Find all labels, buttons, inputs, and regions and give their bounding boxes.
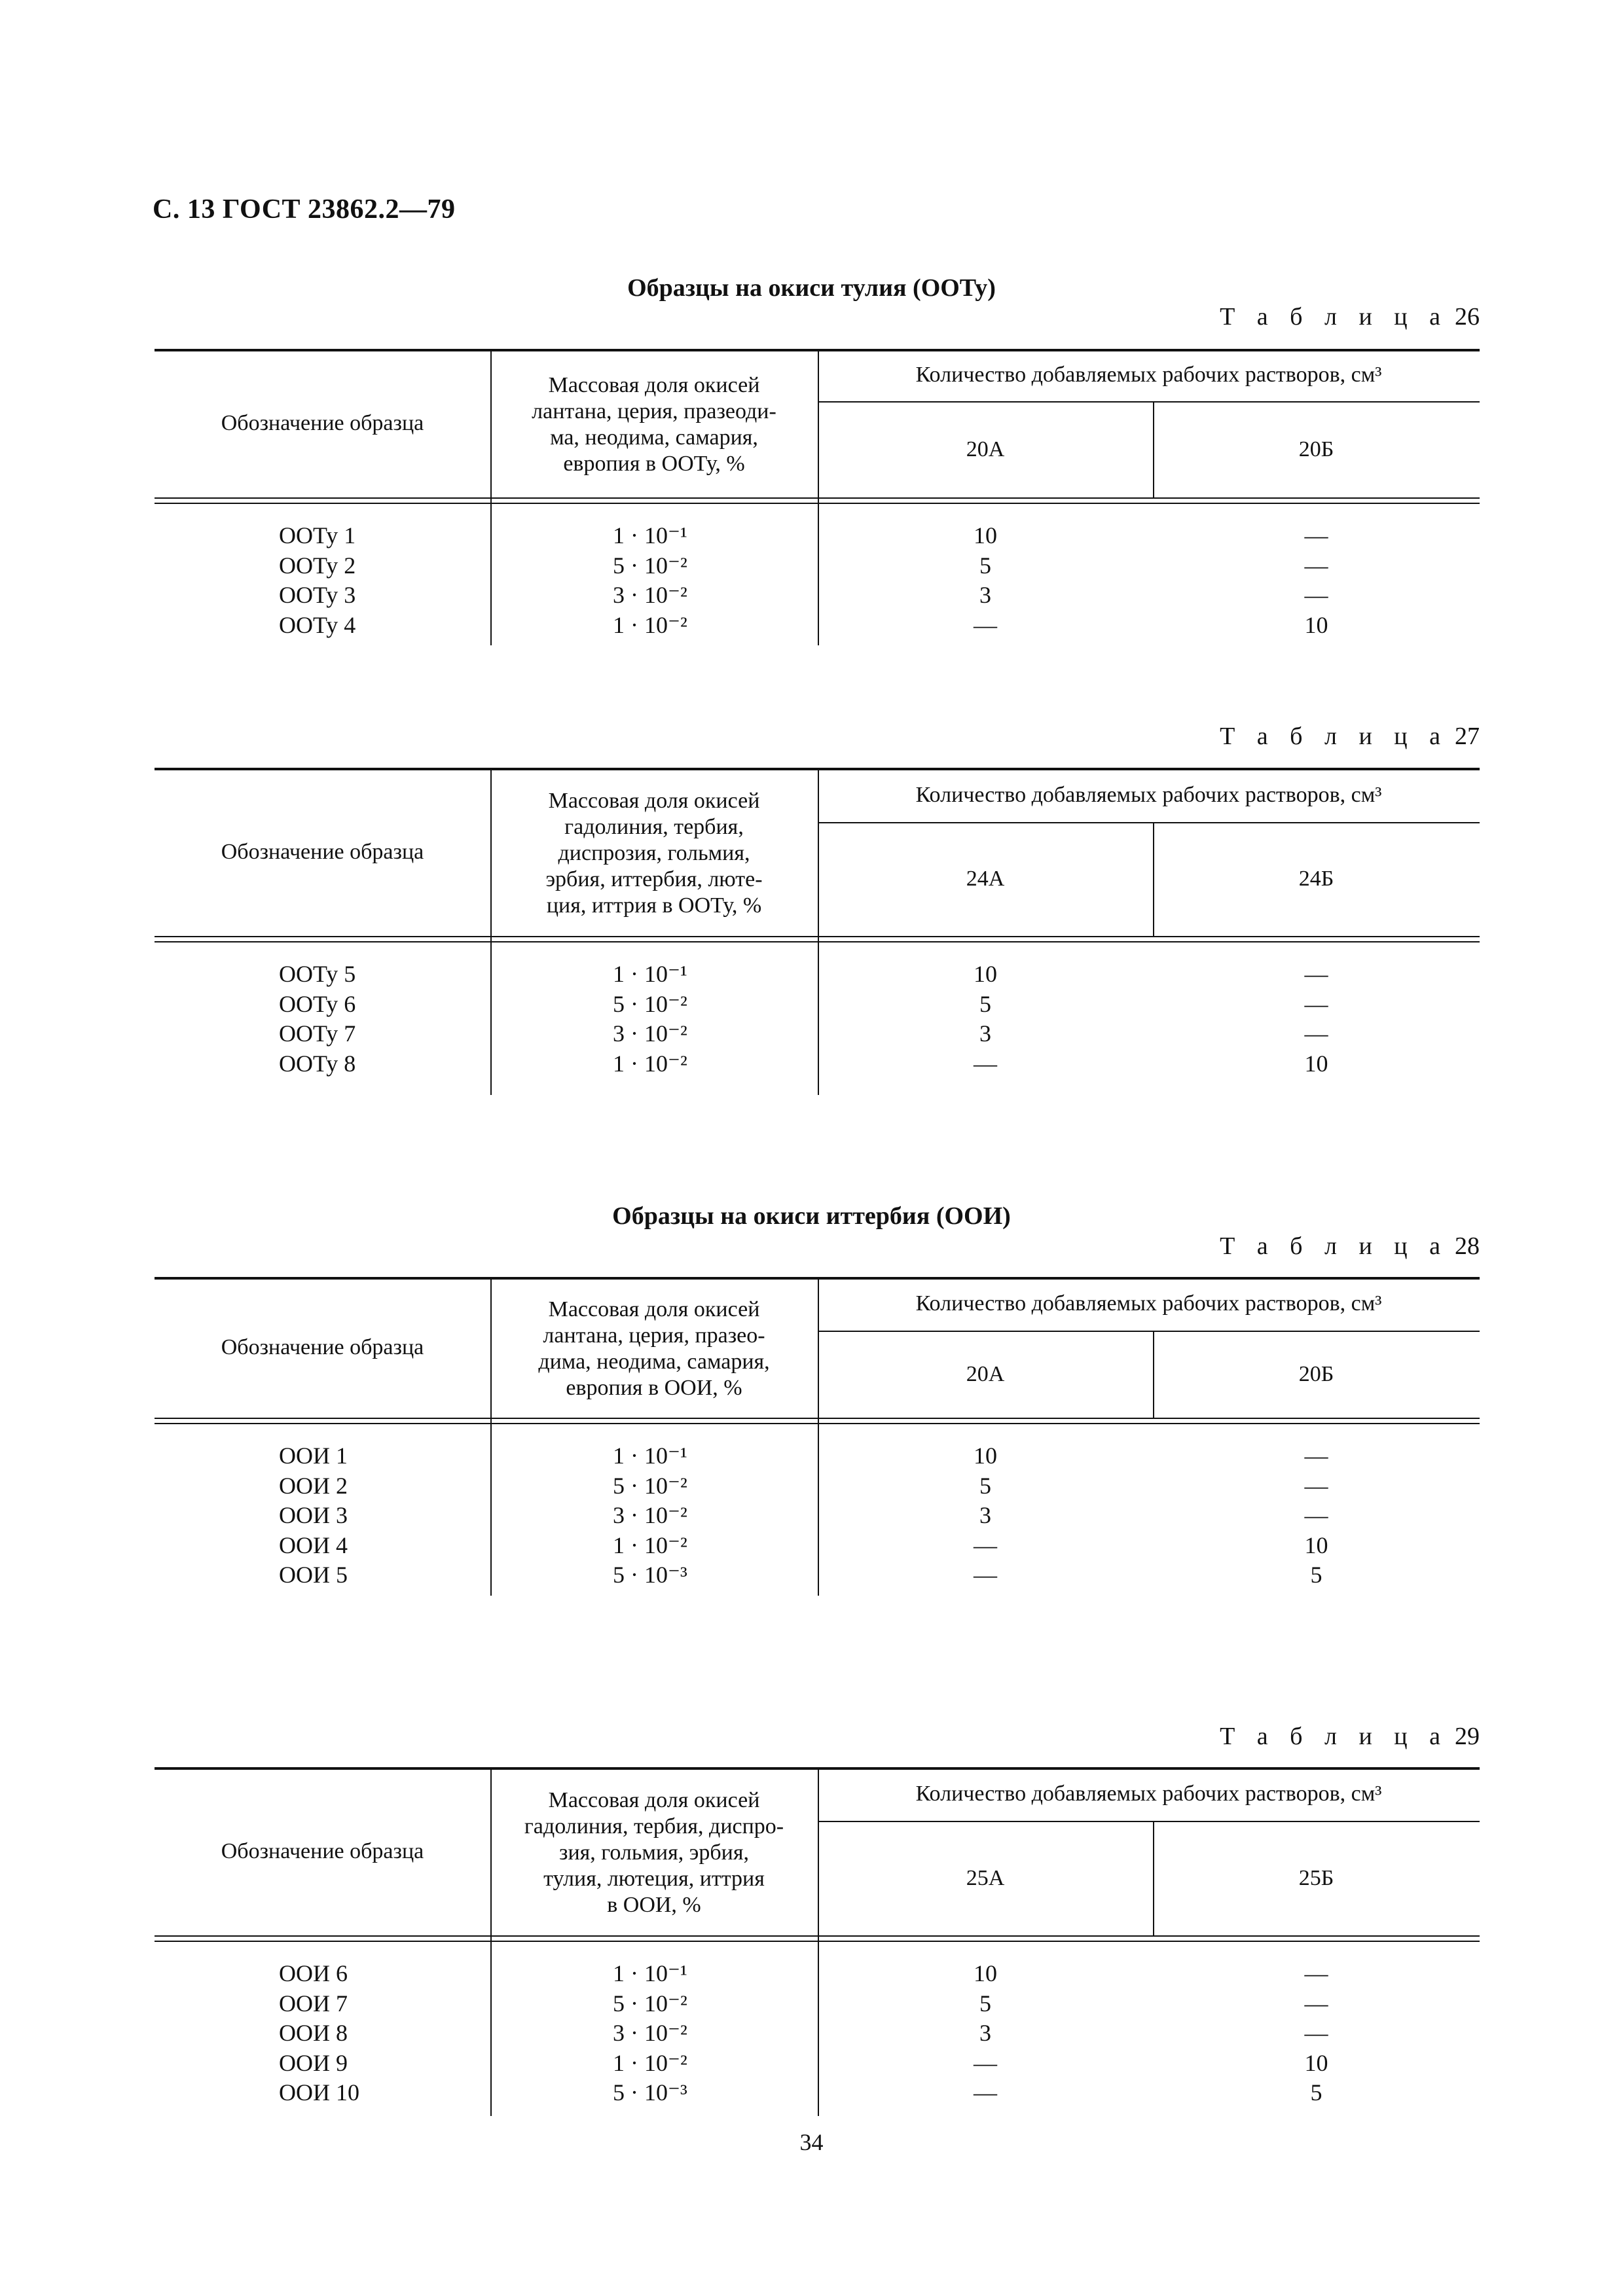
header-bottom-rule bbox=[155, 1935, 1480, 1942]
header-working-solutions: Количество добавляемых рабочих растворов, см³ bbox=[915, 1782, 1382, 1806]
mass-fraction-cell: 1 · 10⁻¹ bbox=[613, 1443, 687, 1469]
mass-fraction-cell: 5 · 10⁻² bbox=[613, 1472, 687, 1499]
header-mass-line: ция, иттрия в ООТу, % bbox=[546, 893, 762, 918]
subheader-rule bbox=[818, 1331, 1480, 1332]
sample-designation-cell: ООТу 5 bbox=[279, 961, 356, 987]
solution-b-volume-cell: — bbox=[1304, 522, 1328, 548]
header-mass-line: европия в ООИ, % bbox=[566, 1375, 742, 1400]
table-word: Т а б л и ц а bbox=[1220, 303, 1448, 331]
mass-fraction-cell: 5 · 10⁻² bbox=[613, 552, 687, 579]
solution-b-volume-column bbox=[1153, 1959, 1480, 2108]
subheader-rule bbox=[818, 822, 1480, 823]
header-mass-line: диспрозия, гольмия, bbox=[558, 840, 750, 865]
subheader-solution-b: 20Б bbox=[1298, 1361, 1334, 1386]
header-bottom-rule bbox=[155, 497, 1480, 504]
solution-a-volume-cell: 5 bbox=[979, 1990, 991, 2017]
solution-b-volume-column bbox=[1153, 960, 1480, 1079]
solution-b-volume-cell: 10 bbox=[1304, 611, 1328, 638]
header-bottom-rule bbox=[155, 1418, 1480, 1424]
header-sample-designation: Обозначение образца bbox=[221, 1839, 424, 1863]
solution-b-volume-cell: — bbox=[1304, 961, 1328, 987]
solution-a-volume-cell: 5 bbox=[979, 990, 991, 1017]
header-mass-line: ма, неодима, самария, bbox=[550, 425, 758, 450]
solution-b-volume-cell: — bbox=[1304, 1443, 1328, 1469]
subheader-solution-a: 20А bbox=[966, 1361, 1005, 1386]
mass-fraction-cell: 1 · 10⁻¹ bbox=[613, 522, 687, 548]
solution-b-volume-column bbox=[1153, 1441, 1480, 1590]
mass-fraction-cell: 1 · 10⁻² bbox=[613, 611, 687, 638]
solution-a-volume-column bbox=[818, 1959, 1153, 2108]
header-mass-line: гадолиния, тербия, bbox=[564, 814, 744, 839]
mass-fraction-cell: 1 · 10⁻² bbox=[613, 1532, 687, 1558]
table-top-rule bbox=[155, 1277, 1480, 1280]
subheader-solution-a: 20А bbox=[966, 437, 1005, 461]
sample-designation-cell: ООИ 6 bbox=[279, 1960, 348, 1986]
table-caption bbox=[1220, 1232, 1480, 1261]
header-mass-line: Массовая доля окисей bbox=[548, 372, 760, 397]
sample-designation-column bbox=[279, 521, 356, 640]
header-sample-designation: Обозначение образца bbox=[221, 1335, 424, 1359]
data-table bbox=[155, 1277, 1480, 1596]
mass-fraction-cell: 1 · 10⁻² bbox=[613, 1050, 687, 1077]
table-top-rule bbox=[155, 768, 1480, 770]
header-mass-line: лантана, церия, празео- bbox=[543, 1323, 765, 1348]
mass-fraction-column bbox=[613, 1441, 687, 1590]
solution-a-volume-cell: 3 bbox=[979, 1020, 991, 1047]
solution-b-volume-cell: — bbox=[1304, 990, 1328, 1017]
header-mass-line: Массовая доля окисей bbox=[548, 1297, 760, 1321]
header-mass-fraction bbox=[490, 788, 818, 919]
solution-a-volume-column bbox=[818, 521, 1153, 640]
header-mass-line: зия, гольмия, эрбия, bbox=[559, 1840, 749, 1865]
table-caption bbox=[1220, 302, 1480, 331]
sample-designation-cell: ООИ 8 bbox=[279, 2020, 348, 2046]
solution-a-volume-cell: — bbox=[974, 611, 997, 638]
solution-b-volume-cell: 5 bbox=[1310, 2079, 1322, 2106]
mass-fraction-cell: 3 · 10⁻² bbox=[613, 1502, 687, 1528]
subheader-solution-b: 20Б bbox=[1298, 437, 1334, 461]
header-mass-line: дима, неодима, самария, bbox=[538, 1349, 770, 1374]
solution-a-volume-column bbox=[818, 960, 1153, 1079]
sample-designation-cell: ООИ 3 bbox=[279, 1502, 348, 1528]
header-mass-line: лантана, церия, празеоди- bbox=[532, 399, 776, 423]
solution-b-volume-cell: — bbox=[1304, 1502, 1328, 1528]
sample-designation-column bbox=[279, 960, 356, 1079]
subheader-rule bbox=[818, 1821, 1480, 1822]
solution-b-volume-cell: 5 bbox=[1310, 1562, 1322, 1588]
solution-b-volume-cell: — bbox=[1304, 1990, 1328, 2017]
page-header: С. 13 ГОСТ 23862.2—79 bbox=[153, 194, 456, 224]
solution-a-volume-cell: 10 bbox=[974, 1960, 997, 1986]
header-mass-line: в ООИ, % bbox=[607, 1892, 701, 1917]
sample-designation-cell: ООИ 4 bbox=[279, 1532, 348, 1558]
table-number: 28 bbox=[1455, 1232, 1480, 1260]
solution-a-volume-cell: — bbox=[974, 2049, 997, 2076]
solution-b-volume-cell: — bbox=[1304, 2020, 1328, 2046]
header-mass-fraction bbox=[490, 1297, 818, 1401]
header-sample-designation: Обозначение образца bbox=[221, 410, 424, 435]
section-title-thulium: Образцы на окиси тулия (ООТу) bbox=[627, 274, 996, 302]
mass-fraction-cell: 5 · 10⁻³ bbox=[613, 1562, 687, 1588]
sample-designation-cell: ООТу 1 bbox=[279, 522, 356, 548]
mass-fraction-cell: 1 · 10⁻¹ bbox=[613, 1960, 687, 1986]
solution-a-volume-cell: 10 bbox=[974, 522, 997, 548]
solution-a-volume-cell: 3 bbox=[979, 1502, 991, 1528]
data-table bbox=[155, 1767, 1480, 2116]
mass-fraction-column bbox=[613, 1959, 687, 2108]
sample-designation-cell: ООТу 8 bbox=[279, 1050, 356, 1077]
sample-designation-cell: ООИ 10 bbox=[279, 2079, 359, 2106]
solution-b-volume-cell: — bbox=[1304, 1020, 1328, 1047]
sample-designation-cell: ООТу 4 bbox=[279, 611, 356, 638]
solution-a-volume-cell: 5 bbox=[979, 552, 991, 579]
header-mass-line: Массовая доля окисей bbox=[548, 1787, 760, 1812]
solution-a-volume-cell: 3 bbox=[979, 582, 991, 608]
mass-fraction-cell: 3 · 10⁻² bbox=[613, 582, 687, 608]
table-word: Т а б л и ц а bbox=[1220, 723, 1448, 750]
mass-fraction-column bbox=[613, 521, 687, 640]
mass-fraction-cell: 1 · 10⁻² bbox=[613, 2049, 687, 2076]
solution-a-volume-column bbox=[818, 1441, 1153, 1590]
solution-a-volume-cell: 10 bbox=[974, 961, 997, 987]
table-number: 29 bbox=[1455, 1723, 1480, 1750]
header-mass-line: тулия, лютеция, иттрия bbox=[543, 1866, 765, 1891]
header-working-solutions: Количество добавляемых рабочих растворов, см³ bbox=[915, 1291, 1382, 1316]
solution-b-volume-cell: 10 bbox=[1304, 1050, 1328, 1077]
solution-b-volume-cell: — bbox=[1304, 1472, 1328, 1499]
mass-fraction-cell: 5 · 10⁻² bbox=[613, 990, 687, 1017]
mass-fraction-cell: 3 · 10⁻² bbox=[613, 2020, 687, 2046]
sample-designation-cell: ООТу 3 bbox=[279, 582, 356, 608]
data-table bbox=[155, 768, 1480, 1095]
data-table bbox=[155, 349, 1480, 645]
header-working-solutions: Количество добавляемых рабочих растворов, см³ bbox=[915, 782, 1382, 807]
sample-designation-cell: ООИ 2 bbox=[279, 1472, 348, 1499]
mass-fraction-cell: 5 · 10⁻² bbox=[613, 1990, 687, 2017]
solution-a-volume-cell: 10 bbox=[974, 1443, 997, 1469]
solution-a-volume-cell: — bbox=[974, 2079, 997, 2106]
header-mass-line: гадолиния, тербия, диспро- bbox=[524, 1814, 784, 1839]
page-number: 34 bbox=[799, 2129, 824, 2155]
solution-a-volume-cell: — bbox=[974, 1050, 997, 1077]
table-number: 27 bbox=[1455, 723, 1480, 750]
subheader-solution-a: 24А bbox=[966, 867, 1005, 891]
solution-b-volume-cell: — bbox=[1304, 1960, 1328, 1986]
solution-a-volume-cell: — bbox=[974, 1532, 997, 1558]
table-word: Т а б л и ц а bbox=[1220, 1723, 1448, 1750]
sample-designation-cell: ООТу 6 bbox=[279, 990, 356, 1017]
solution-b-volume-cell: 10 bbox=[1304, 2049, 1328, 2076]
mass-fraction-cell: 3 · 10⁻² bbox=[613, 1020, 687, 1047]
table-word: Т а б л и ц а bbox=[1220, 1232, 1448, 1260]
solution-b-volume-cell: 10 bbox=[1304, 1532, 1328, 1558]
sample-designation-cell: ООИ 7 bbox=[279, 1990, 348, 2017]
solution-b-volume-column bbox=[1153, 521, 1480, 640]
sample-designation-cell: ООТу 2 bbox=[279, 552, 356, 579]
table-caption bbox=[1220, 1722, 1480, 1751]
sample-designation-column bbox=[279, 1441, 348, 1590]
header-mass-fraction bbox=[490, 1787, 818, 1918]
subheader-rule bbox=[818, 401, 1480, 403]
sample-designation-cell: ООИ 1 bbox=[279, 1443, 348, 1469]
table-top-rule bbox=[155, 349, 1480, 351]
header-mass-line: европия в ООТу, % bbox=[563, 451, 745, 476]
header-mass-fraction bbox=[490, 372, 818, 477]
header-sample-designation: Обозначение образца bbox=[221, 839, 424, 864]
mass-fraction-cell: 5 · 10⁻³ bbox=[613, 2079, 687, 2106]
header-working-solutions: Количество добавляемых рабочих растворов, см³ bbox=[915, 363, 1382, 387]
solution-a-volume-cell: 5 bbox=[979, 1472, 991, 1499]
subheader-solution-b: 24Б bbox=[1298, 867, 1334, 891]
header-mass-line: Массовая доля окисей bbox=[548, 788, 760, 813]
header-mass-line: эрбия, иттербия, люте- bbox=[545, 867, 763, 891]
solution-b-volume-cell: — bbox=[1304, 582, 1328, 608]
table-top-rule bbox=[155, 1767, 1480, 1770]
sample-designation-cell: ООИ 9 bbox=[279, 2049, 348, 2076]
header-bottom-rule bbox=[155, 936, 1480, 942]
solution-a-volume-cell: — bbox=[974, 1562, 997, 1588]
solution-a-volume-cell: 3 bbox=[979, 2020, 991, 2046]
section-title-ytterbium: Образцы на окиси иттербия (ООИ) bbox=[612, 1202, 1011, 1230]
solution-b-volume-cell: — bbox=[1304, 552, 1328, 579]
table-number: 26 bbox=[1455, 303, 1480, 331]
sample-designation-cell: ООИ 5 bbox=[279, 1562, 348, 1588]
mass-fraction-column bbox=[613, 960, 687, 1079]
sample-designation-cell: ООТу 7 bbox=[279, 1020, 356, 1047]
subheader-solution-a: 25А bbox=[966, 1865, 1005, 1890]
table-caption bbox=[1220, 722, 1480, 751]
subheader-solution-b: 25Б bbox=[1298, 1865, 1334, 1890]
mass-fraction-cell: 1 · 10⁻¹ bbox=[613, 961, 687, 987]
sample-designation-column bbox=[279, 1959, 359, 2108]
